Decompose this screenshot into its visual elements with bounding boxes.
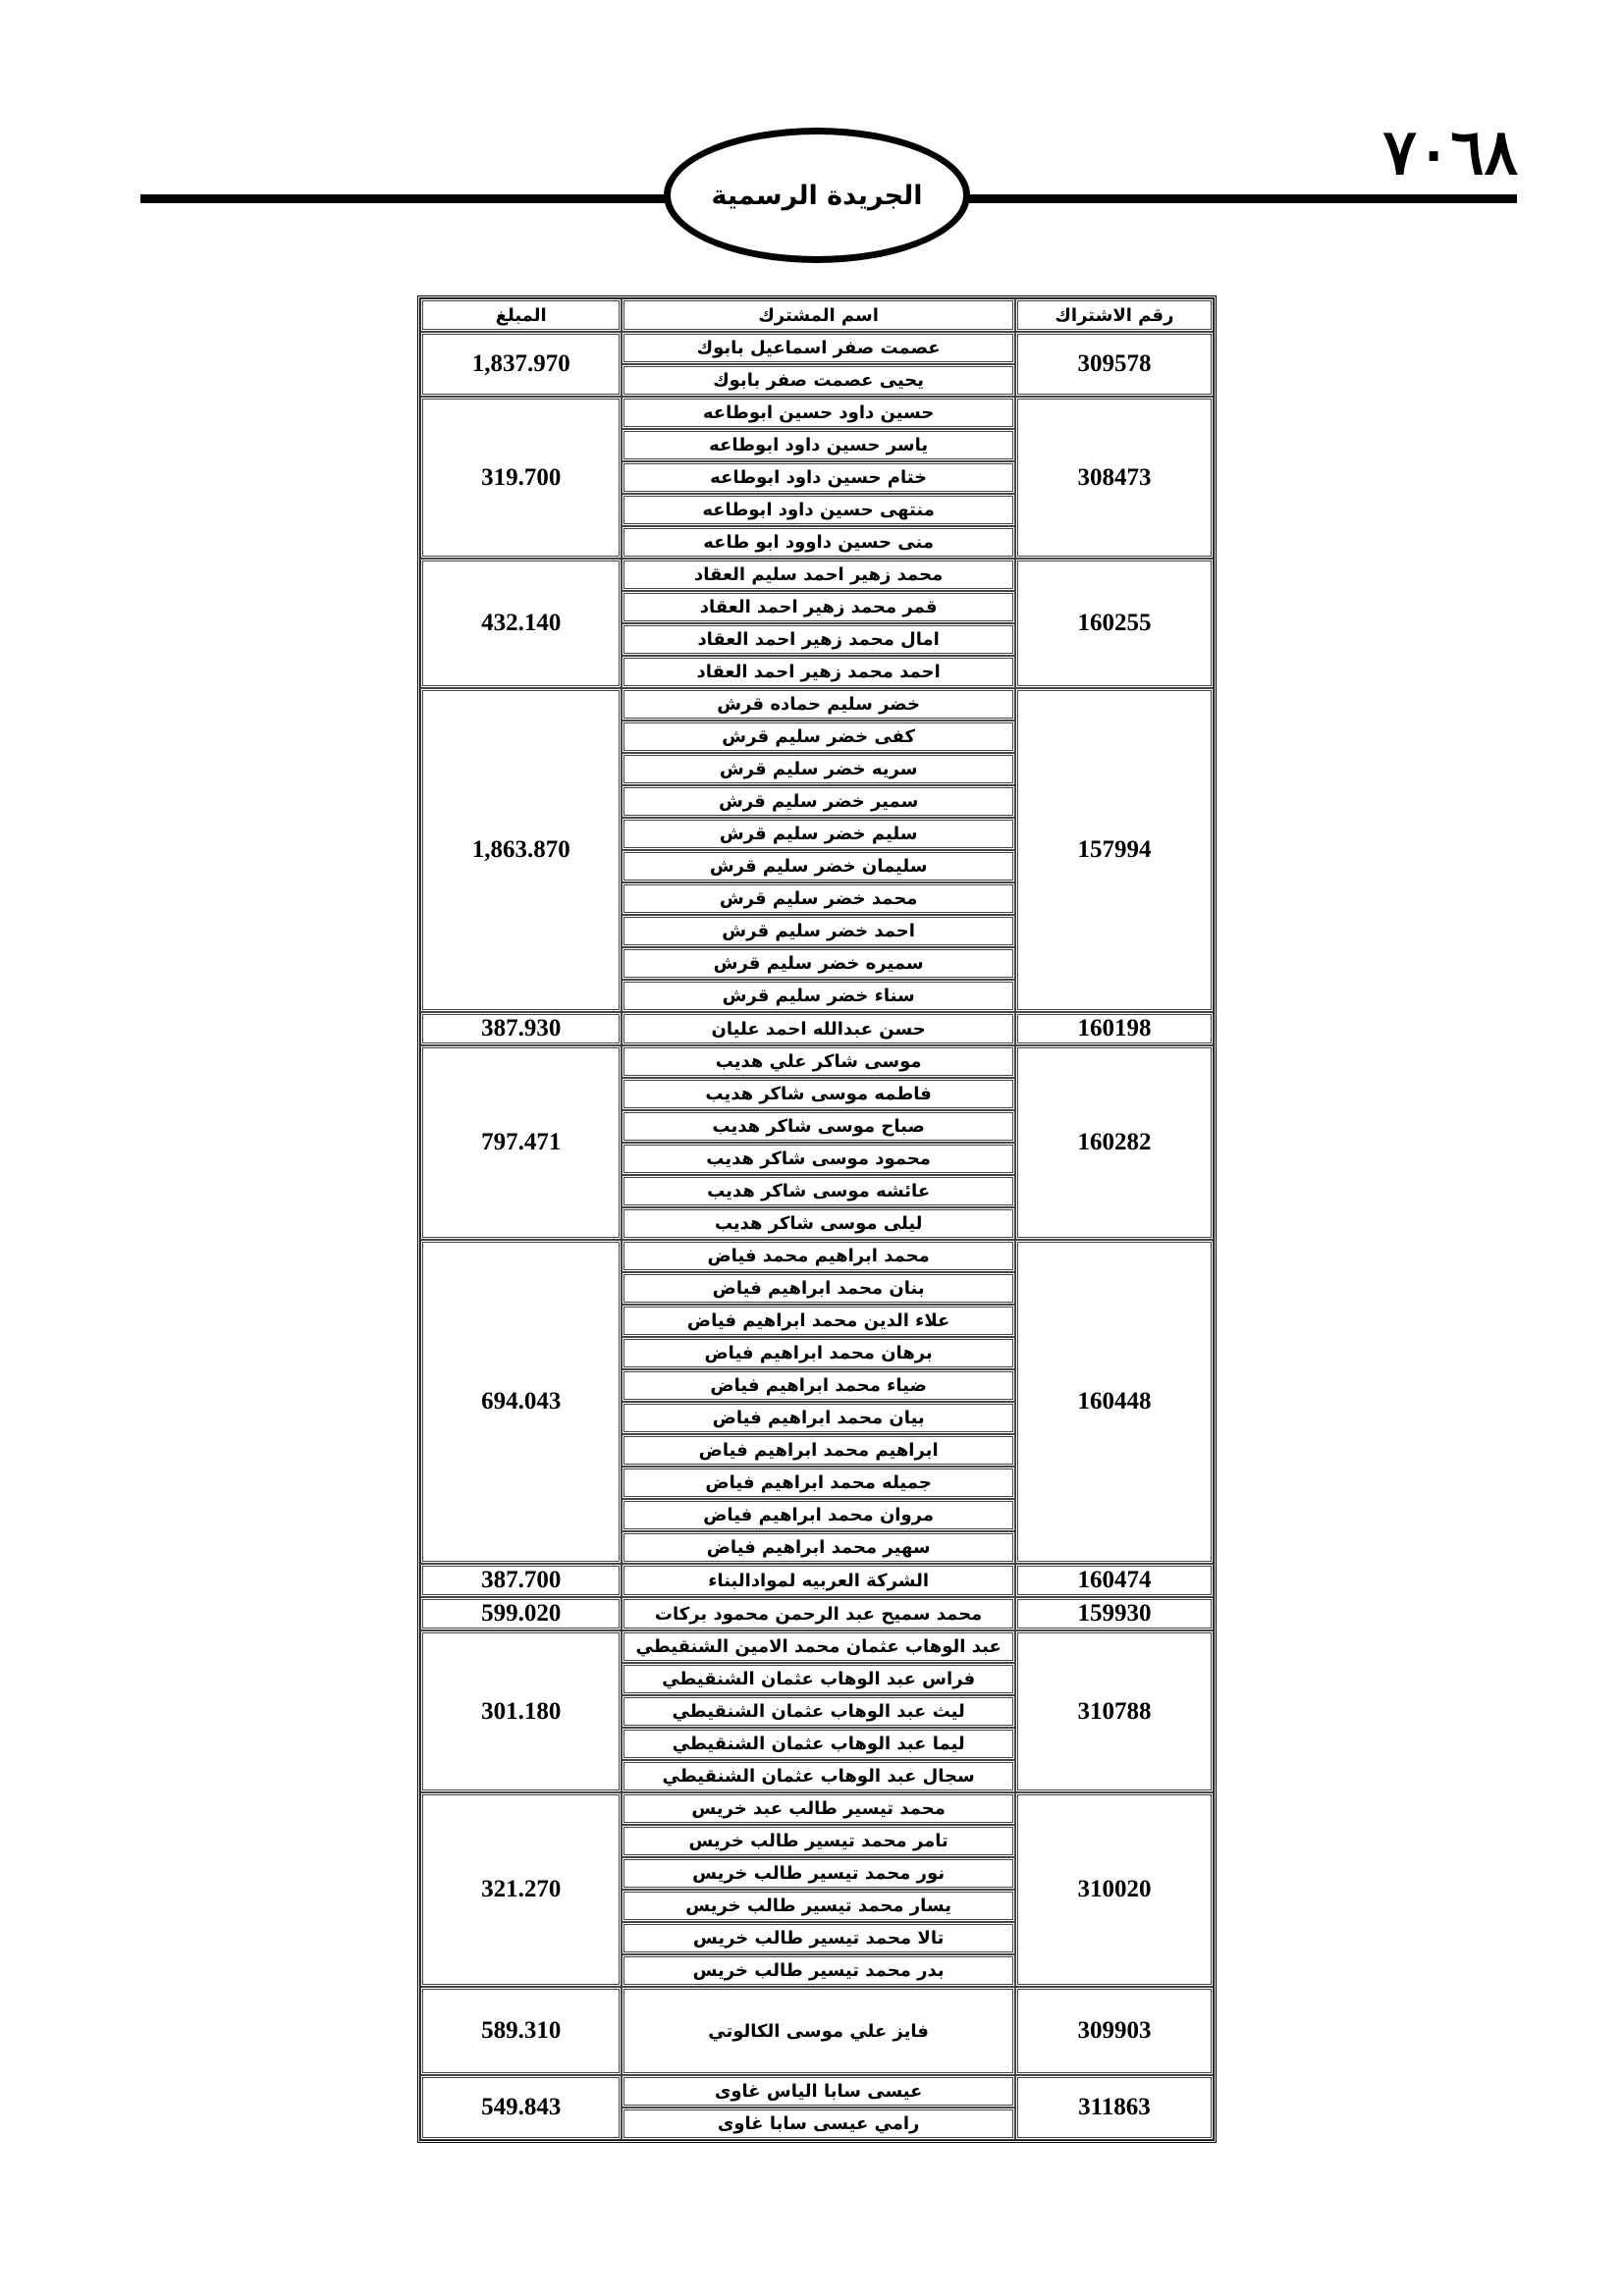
subscription-number: 160255 — [1015, 559, 1214, 688]
subscriber-name: سجال عبد الوهاب عثمان الشنقيطي — [622, 1760, 1015, 1792]
subscriber-name: فاطمه موسى شاكر هديب — [622, 1078, 1015, 1110]
table-row — [420, 1630, 1214, 1663]
amount: 549.843 — [420, 2075, 622, 2140]
subscriber-name: بدر محمد تيسير طالب خريس — [622, 1954, 1015, 1987]
amount: 321.270 — [420, 1792, 622, 1987]
table-row — [420, 1240, 1214, 1272]
subscription-number: 309903 — [1015, 1987, 1214, 2075]
subscription-number: 310020 — [1015, 1792, 1214, 1987]
subscriber-name: ختام حسين داود ابوطاعه — [622, 461, 1015, 494]
subscriber-name: ليلى موسى شاكر هديب — [622, 1207, 1015, 1240]
subscriber-name: محمد سميح عبد الرحمن محمود بركات — [622, 1597, 1015, 1630]
table-header-row — [420, 298, 1214, 332]
publication-title: الجريدة الرسمية — [711, 180, 923, 211]
subscriber-name: ليما عبد الوهاب عثمان الشنقيطي — [622, 1728, 1015, 1760]
subscriber-name: عبد الوهاب عثمان محمد الامين الشنقيطي — [622, 1630, 1015, 1663]
subscriber-name: تامر محمد تيسير طالب خريس — [622, 1825, 1015, 1857]
subscriber-name: سليمان خضر سليم قرش — [622, 850, 1015, 882]
subscriber-name: رامي عيسى سابا غاوى — [622, 2108, 1015, 2140]
amount: 694.043 — [420, 1240, 622, 1564]
subscriber-name: ليث عبد الوهاب عثمان الشنقيطي — [622, 1695, 1015, 1728]
publication-title-badge — [664, 128, 970, 263]
subscription-number: 309578 — [1015, 332, 1214, 397]
amount: 432.140 — [420, 559, 622, 688]
table-row — [420, 1045, 1214, 1078]
subscriber-name: مروان محمد ابراهيم فياض — [622, 1499, 1015, 1531]
subscribers-table — [417, 295, 1217, 2143]
subscriber-name: ضياء محمد ابراهيم فياض — [622, 1369, 1015, 1402]
subscriber-name: سهير محمد ابراهيم فياض — [622, 1531, 1015, 1564]
subscriber-name: محمد تيسير طالب عبد خريس — [622, 1792, 1015, 1825]
table-row — [420, 397, 1214, 429]
subscriber-name: امال محمد زهير احمد العقاد — [622, 623, 1015, 656]
amount: 599.020 — [420, 1597, 622, 1630]
subscriber-name: ياسر حسين داود ابوطاعه — [622, 429, 1015, 461]
column-header-subscription-no: رقم الاشتراك — [1015, 298, 1214, 332]
subscriber-name: برهان محمد ابراهيم فياض — [622, 1337, 1015, 1369]
subscriber-name: سمير خضر سليم قرش — [622, 785, 1015, 818]
subscriber-name: محمود موسى شاكر هديب — [622, 1143, 1015, 1175]
subscriber-name: احمد محمد زهير احمد العقاد — [622, 656, 1015, 688]
amount: 1,863.870 — [420, 688, 622, 1012]
subscriber-name: محمد ابراهيم محمد فياض — [622, 1240, 1015, 1272]
table-row — [420, 1987, 1214, 2075]
subscriber-name: جميله محمد ابراهيم فياض — [622, 1467, 1015, 1499]
table-row — [420, 559, 1214, 591]
subscription-number: 160448 — [1015, 1240, 1214, 1564]
subscriber-name: عيسى سابا الياس غاوى — [622, 2075, 1015, 2108]
subscription-number: 160474 — [1015, 1564, 1214, 1597]
subscription-number: 157994 — [1015, 688, 1214, 1012]
table-row — [420, 1792, 1214, 1825]
table-row — [420, 1597, 1214, 1630]
subscriber-name: فراس عبد الوهاب عثمان الشنقيطي — [622, 1663, 1015, 1695]
subscriber-name: عائشه موسى شاكر هديب — [622, 1175, 1015, 1207]
subscriber-name: فايز علي موسى الكالوتي — [622, 1987, 1015, 2075]
subscriber-name: منتهى حسين داود ابوطاعه — [622, 494, 1015, 526]
subscriber-name: حسين داود حسين ابوطاعه — [622, 397, 1015, 429]
subscriber-name: علاء الدين محمد ابراهيم فياض — [622, 1305, 1015, 1337]
amount: 301.180 — [420, 1630, 622, 1792]
subscription-number: 159930 — [1015, 1597, 1214, 1630]
subscriber-name: موسى شاكر علي هديب — [622, 1045, 1015, 1078]
subscriber-name: بنان محمد ابراهيم فياض — [622, 1272, 1015, 1305]
subscription-number: 311863 — [1015, 2075, 1214, 2140]
subscriber-name: منى حسين داوود ابو طاعه — [622, 526, 1015, 559]
column-header-subscriber-name: اسم المشترك — [622, 298, 1015, 332]
amount: 319.700 — [420, 397, 622, 559]
column-header-amount: المبلغ — [420, 298, 622, 332]
table-row — [420, 1564, 1214, 1597]
subscriber-name: احمد خضر سليم قرش — [622, 915, 1015, 947]
table-row — [420, 2075, 1214, 2108]
subscriber-name: صباح موسى شاكر هديب — [622, 1110, 1015, 1143]
amount: 1,837.970 — [420, 332, 622, 397]
subscription-number: 160282 — [1015, 1045, 1214, 1240]
subscriber-name: نور محمد تيسير طالب خريس — [622, 1857, 1015, 1890]
subscriber-name: يسار محمد تيسير طالب خريس — [622, 1890, 1015, 1922]
amount: 387.700 — [420, 1564, 622, 1597]
amount: 589.310 — [420, 1987, 622, 2075]
table-row — [420, 688, 1214, 721]
subscriber-name: عصمت صفر اسماعيل بابوك — [622, 332, 1015, 364]
amount: 797.471 — [420, 1045, 622, 1240]
subscriber-name: محمد زهير احمد سليم العقاد — [622, 559, 1015, 591]
table-row — [420, 1012, 1214, 1045]
subscriber-name: يحيى عصمت صفر بابوك — [622, 364, 1015, 397]
subscriber-name: ابراهيم محمد ابراهيم فياض — [622, 1434, 1015, 1467]
subscriber-name: محمد خضر سليم قرش — [622, 882, 1015, 915]
page-number: ٧٠٦٨ — [1382, 116, 1518, 189]
subscriber-name: قمر محمد زهير احمد العقاد — [622, 591, 1015, 623]
subscriber-name: حسن عبدالله احمد عليان — [622, 1012, 1015, 1045]
subscription-number: 308473 — [1015, 397, 1214, 559]
subscriber-name: خضر سليم حماده قرش — [622, 688, 1015, 721]
subscriber-name: سناء خضر سليم قرش — [622, 980, 1015, 1012]
subscriber-name: كفى خضر سليم قرش — [622, 721, 1015, 753]
subscriber-name: سليم خضر سليم قرش — [622, 818, 1015, 850]
subscriber-name: بيان محمد ابراهيم فياض — [622, 1402, 1015, 1434]
subscription-number: 160198 — [1015, 1012, 1214, 1045]
subscriber-name: سميره خضر سليم قرش — [622, 947, 1015, 980]
amount: 387.930 — [420, 1012, 622, 1045]
subscriber-name: الشركة العربيه لموادالبناء — [622, 1564, 1015, 1597]
subscriber-name: سريه خضر سليم قرش — [622, 753, 1015, 785]
subscriber-name: تالا محمد تيسير طالب خريس — [622, 1922, 1015, 1954]
subscription-number: 310788 — [1015, 1630, 1214, 1792]
table-row — [420, 332, 1214, 364]
